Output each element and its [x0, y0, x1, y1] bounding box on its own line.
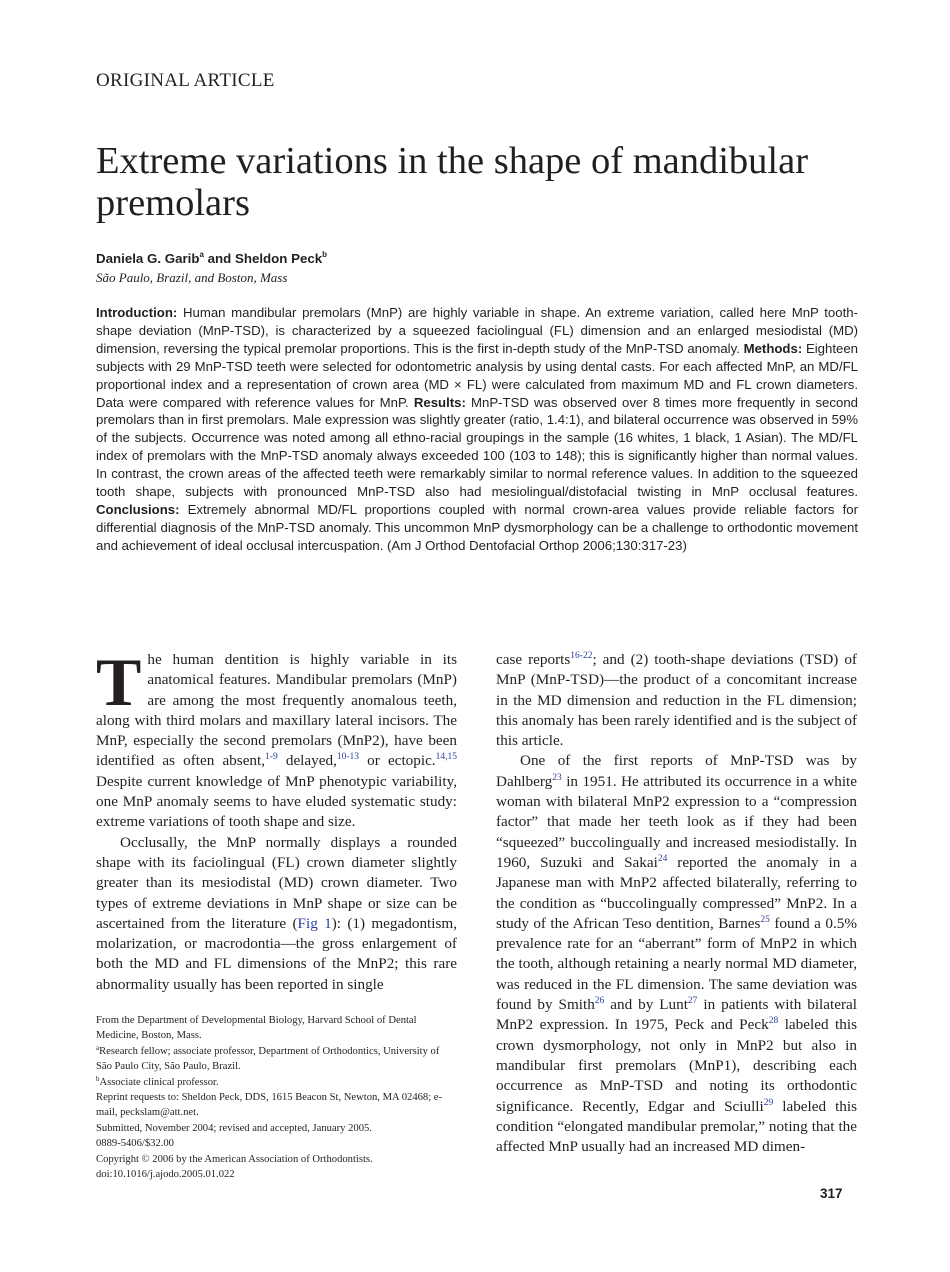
text-run: in patients with bilateral MnP2 expression. In 1975, Peck and Peck — [496, 996, 857, 1034]
left-column — [96, 644, 457, 995]
text-run: delayed, — [277, 752, 337, 770]
text-run: 0889-5406/$32.00 — [96, 1138, 174, 1150]
text-run: Reprint requests to: Sheldon Peck, DDS, 1615 Beacon St, Newton, MA 02468; e-mail, peckslam@att.net. — [96, 1092, 443, 1119]
citation-superscript[interactable]: 29 — [763, 1097, 774, 1108]
text-run: and by Lunt — [604, 996, 688, 1014]
text-run: Research fellow; associate professor, Department of Orthodontics, University of São Paulo City, São Paulo, Brazil. — [96, 1045, 440, 1073]
figure-link[interactable]: Fig 1 — [297, 914, 332, 932]
text-run: ; and (2) tooth-shape deviations (TSD) of MnP (MnP-TSD)—the product of a concomitant increase in the MD dimension and reduction in the FL dimension; this anomaly has been rarely identified and is the subject of this article. — [496, 651, 858, 750]
body-paragraph — [496, 751, 857, 1157]
author-name: Daniela G. Garib — [96, 251, 200, 266]
text-run: Associate clinical professor. — [99, 1076, 219, 1088]
text-run: Copyright © 2006 by the American Association of Orthodontists. — [96, 1153, 373, 1165]
text-run: he human dentition is highly variable in its anatomical features. Mandibular premolars (MnP) are among the most frequently anomalous teeth, along with third molars and maxillary lateral incisors. The MnP, especially the second premolars (MnP2), have been identified as often absent, — [96, 651, 457, 770]
footnote — [96, 1136, 457, 1151]
page-number: 317 — [820, 1186, 843, 1201]
authors — [96, 251, 327, 266]
footnotes — [96, 1013, 457, 1182]
right-column — [496, 650, 857, 1157]
text-run: Eighteen subjects with 29 MnP-TSD teeth were selected for odontometric analysis by using dental casts. For each affected MnP, an MD/FL proportional index and a representation of crown area (MD × FL) were calculated from maximum MD and FL crown diameters. Data were compared with reference values for MnP. — [96, 340, 858, 410]
text-run: in 1951. He attributed its occurrence in a white woman with bilateral MnP2 expression to a “compression factor” that made her teeth look as if they had been “squeezed” buccolingually and increased mesiodistally. In 1960, Suzuki and Sakai — [496, 772, 857, 871]
citation-superscript[interactable]: 10-13 — [336, 752, 360, 763]
abstract-heading: Conclusions: — [96, 501, 180, 517]
author-affiliation-mark: b — [322, 250, 328, 259]
text-run: From the Department of Developmental Biology, Harvard School of Dental Medicine, Boston, Mass. — [96, 1015, 417, 1042]
text-run: case reports — [496, 651, 571, 668]
citation-superscript[interactable]: 26 — [594, 996, 605, 1007]
citation-superscript[interactable]: 14,15 — [435, 752, 457, 763]
footnote — [96, 1090, 457, 1121]
author-affiliation: São Paulo, Brazil, and Boston, Mass — [96, 270, 288, 285]
text-run: reported the anomaly in a Japanese man with MnP2 affected bilaterally, referring to the condition as “buccolingually compressed” MnP2. In a study of the African Teso dentition, Barnes — [496, 853, 857, 932]
footnote — [96, 1013, 457, 1044]
abstract — [96, 304, 858, 555]
text-run: Human mandibular premolars (MnP) are highly variable in shape. An extreme variation, called here MnP tooth-shape deviation (MnP-TSD), is characterized by a squeezed faciolingual (FL) dimension and an enlarged mesiodistal (MD) dimension, reversing the typical premolar proportions. This is the first in-depth study of the MnP-TSD anomaly. — [96, 305, 858, 356]
author-name: Sheldon Peck — [234, 251, 323, 266]
footnote — [96, 1075, 457, 1090]
body-paragraph — [96, 644, 457, 833]
text-run: or ectopic. — [359, 752, 436, 770]
section-label: ORIGINAL ARTICLE — [96, 70, 275, 91]
text-run: One of the first reports of MnP-TSD was by Dahlberg — [496, 752, 857, 790]
citation-superscript[interactable]: 25 — [760, 914, 770, 925]
citation-superscript[interactable]: 1-9 — [265, 752, 278, 763]
text-run: Extremely abnormal MD/FL proportions coupled with normal crown-area values provide reliable factors for differential diagnosis of the MnP-TSD anomaly. This uncommon MnP dysmorphology can be a challenge to orthodontic movement and achievement of ideal occlusal intercuspation. (Am J Orthod Dentofacial Orthop 2006;130:317-23) — [96, 501, 858, 553]
text-run: doi:10.1016/j.ajodo.2005.01.022 — [96, 1169, 235, 1181]
drop-cap: T — [96, 644, 142, 720]
text-run: Despite current knowledge of MnP phenotypic variability, one MnP anomaly seems to have eluded systematic study: extreme variations of tooth shape and size. — [96, 772, 457, 831]
footnote — [96, 1121, 457, 1136]
citation-superscript[interactable]: 16-22 — [570, 651, 593, 661]
footnote — [96, 1152, 457, 1167]
body-paragraph — [96, 833, 457, 995]
abstract-heading: Introduction: — [96, 305, 178, 320]
citation-superscript[interactable]: 24 — [657, 853, 668, 864]
text-run: Occlusally, the MnP normally displays a rounded shape with its faciolingual (FL) crown diameter slightly greater than its mesiodistal (MD) crown diameter. Two types of extreme deviations in MnP shape or size can be ascertained from the literature ( — [96, 833, 457, 932]
citation-superscript[interactable]: 23 — [552, 772, 562, 783]
body-paragraph — [496, 650, 857, 751]
text-run: ): (1) megadontism, molarization, or macrodontia—the gross enlargement of both the MD and FL dimensions of the MnP2; this rare abnormality usually has been reported in single — [96, 914, 457, 993]
citation-superscript: b — [96, 1074, 100, 1083]
text-run: labeled this condition “elongated mandibular premolar,” noting that the affected MnP usually had an increased MD dimen- — [496, 1097, 858, 1156]
footnote — [96, 1044, 457, 1075]
citation-superscript: a — [96, 1043, 100, 1052]
text-run: MnP-TSD was observed over 8 times more frequently in second premolars than in first premolars. Male expression was slightly greater (ratio, 1.4:1), and bilateral occurrence was observed in 59% of the subjects. Occurrence was noted among all ethno-racial groupings in the sample (16 whites, 1 black, 1 Asian). The MD/FL index of premolars with the MnP-TSD anomaly always exceeded 100 (103 to 148); this is significantly higher than normal values. In contrast, the crown areas of the affected teeth were remarkably similar to normal reference values. In addition to the squeezed tooth shape, subjects with pronounced MnP-TSD also had mesiolingual/distofacial twisting in MnP occlusal features. — [96, 394, 858, 500]
citation-superscript[interactable]: 28 — [768, 1016, 779, 1027]
author-separator: and — [203, 251, 235, 266]
text-run: Submitted, November 2004; revised and accepted, January 2005. — [96, 1122, 372, 1134]
abstract-heading: Methods: — [743, 340, 803, 356]
text-run: found a 0.5% prevalence rate for an “aberrant” form of MnP2 in which the tooth, although retaining a nearly normal MD diameter, was reduced in the FL dimension. The same deviation was found by Smith — [496, 914, 857, 1014]
author-affiliation-mark: a — [199, 250, 204, 259]
text-run: labeled this crown dysmorphology, not only in MnP2 but also in mandibular first premolars (MnP1), describing each occurrence as MnP-TSD and noting its orthodontic significance. Recently, Edgar and Sciulli — [496, 1016, 857, 1115]
citation-superscript[interactable]: 27 — [687, 996, 698, 1007]
abstract-heading: Results: — [413, 394, 466, 410]
article-title: Extreme variations in the shape of mandibular premolars — [96, 140, 809, 224]
footnote — [96, 1167, 457, 1182]
